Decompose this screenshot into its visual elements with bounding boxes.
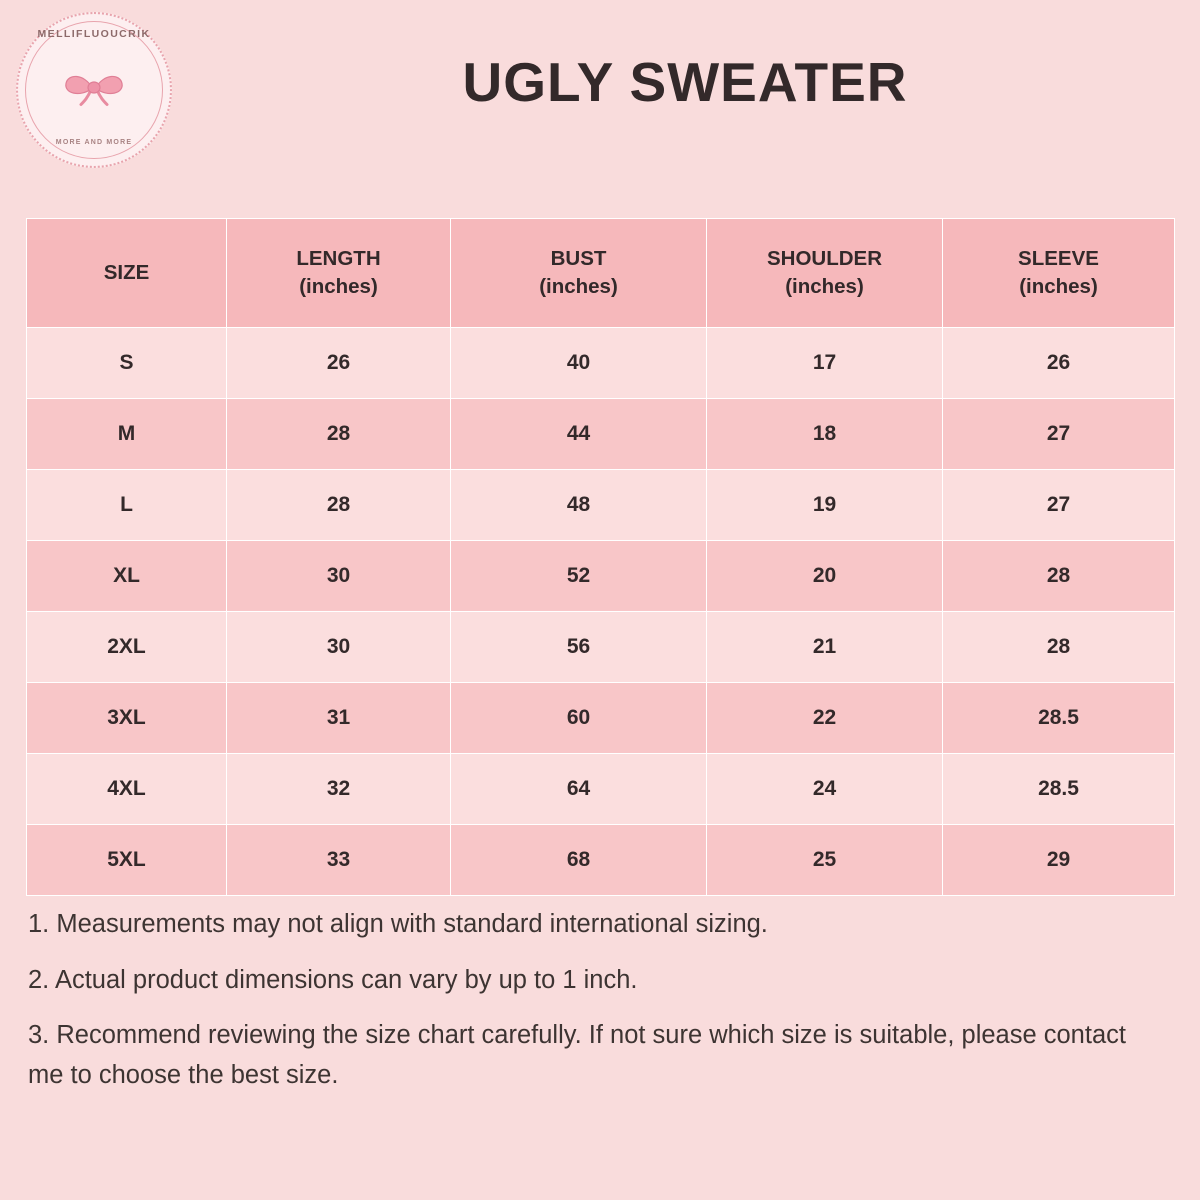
- size-chart-table-wrap: [26, 218, 1174, 896]
- bow-icon: [62, 68, 126, 113]
- table-row: [27, 470, 1175, 541]
- column-header-bust-unit: (inches): [539, 275, 618, 298]
- cell-length: 31: [227, 683, 451, 754]
- cell-size: XL: [27, 541, 227, 612]
- column-header-size-label: SIZE: [103, 261, 150, 285]
- page-title: UGLY SWEATER: [462, 51, 908, 113]
- cell-shoulder: 21: [707, 612, 943, 683]
- column-header-shoulder-unit: (inches): [785, 275, 864, 298]
- column-header-length: [227, 219, 451, 328]
- cell-shoulder: 24: [707, 754, 943, 825]
- table-header-row: [27, 219, 1175, 328]
- cell-bust: 64: [451, 754, 707, 825]
- column-header-sleeve-label: SLEEVE: [1018, 247, 1099, 271]
- cell-bust: 48: [451, 470, 707, 541]
- notes-list: [28, 905, 1160, 1095]
- table-row: [27, 612, 1175, 683]
- brand-logo: [16, 12, 172, 168]
- table-row: [27, 683, 1175, 754]
- cell-bust: 44: [451, 399, 707, 470]
- table-body: [27, 328, 1175, 896]
- logo-tagline: MORE AND MORE: [55, 139, 133, 146]
- cell-bust: 60: [451, 683, 707, 754]
- column-header-bust-label: BUST: [550, 247, 607, 271]
- table-row: [27, 754, 1175, 825]
- column-header-length-label: LENGTH: [296, 247, 381, 271]
- note-item: 1. Measurements may not align with standard international sizing.: [28, 910, 768, 938]
- cell-shoulder: 25: [707, 825, 943, 896]
- cell-size: S: [27, 328, 227, 399]
- column-header-shoulder: [707, 219, 943, 328]
- column-header-sleeve-unit: (inches): [1019, 275, 1098, 298]
- cell-length: 26: [227, 328, 451, 399]
- table-row: [27, 541, 1175, 612]
- cell-sleeve: 28: [943, 612, 1175, 683]
- cell-shoulder: 22: [707, 683, 943, 754]
- size-chart-table: [26, 218, 1175, 896]
- note-item: 3. Recommend reviewing the size chart carefully. If not sure which size is suitable, please contact me to choose the best size.: [28, 1021, 1126, 1089]
- cell-size: M: [27, 399, 227, 470]
- column-header-size: [27, 219, 227, 328]
- cell-sleeve: 27: [943, 399, 1175, 470]
- cell-length: 30: [227, 541, 451, 612]
- note-item: 2. Actual product dimensions can vary by up to 1 inch.: [28, 965, 638, 994]
- cell-sleeve: 26: [943, 328, 1175, 399]
- cell-sleeve: 28.5: [943, 754, 1175, 825]
- cell-size: L: [27, 470, 227, 541]
- column-header-length-unit: (inches): [299, 275, 378, 298]
- cell-sleeve: 28: [943, 541, 1175, 612]
- cell-bust: 40: [451, 328, 707, 399]
- cell-shoulder: 17: [707, 328, 943, 399]
- column-header-bust: [451, 219, 707, 328]
- cell-size: 3XL: [27, 683, 227, 754]
- table-row: [27, 328, 1175, 399]
- cell-length: 33: [227, 825, 451, 896]
- cell-shoulder: 20: [707, 541, 943, 612]
- cell-size: 4XL: [27, 754, 227, 825]
- cell-length: 32: [227, 754, 451, 825]
- cell-size: 5XL: [27, 825, 227, 896]
- cell-sleeve: 29: [943, 825, 1175, 896]
- cell-bust: 52: [451, 541, 707, 612]
- column-header-sleeve: [943, 219, 1175, 328]
- cell-length: 28: [227, 399, 451, 470]
- cell-length: 28: [227, 470, 451, 541]
- table-row: [27, 399, 1175, 470]
- cell-shoulder: 19: [707, 470, 943, 541]
- logo-brand-name: MELLIFLUOUCRIK: [37, 28, 151, 40]
- cell-sleeve: 27: [943, 470, 1175, 541]
- cell-shoulder: 18: [707, 399, 943, 470]
- cell-length: 30: [227, 612, 451, 683]
- cell-size: 2XL: [27, 612, 227, 683]
- table-row: [27, 825, 1175, 896]
- column-header-shoulder-label: SHOULDER: [766, 247, 883, 271]
- table-header: [27, 219, 1175, 328]
- cell-bust: 68: [451, 825, 707, 896]
- cell-sleeve: 28.5: [943, 683, 1175, 754]
- cell-bust: 56: [451, 612, 707, 683]
